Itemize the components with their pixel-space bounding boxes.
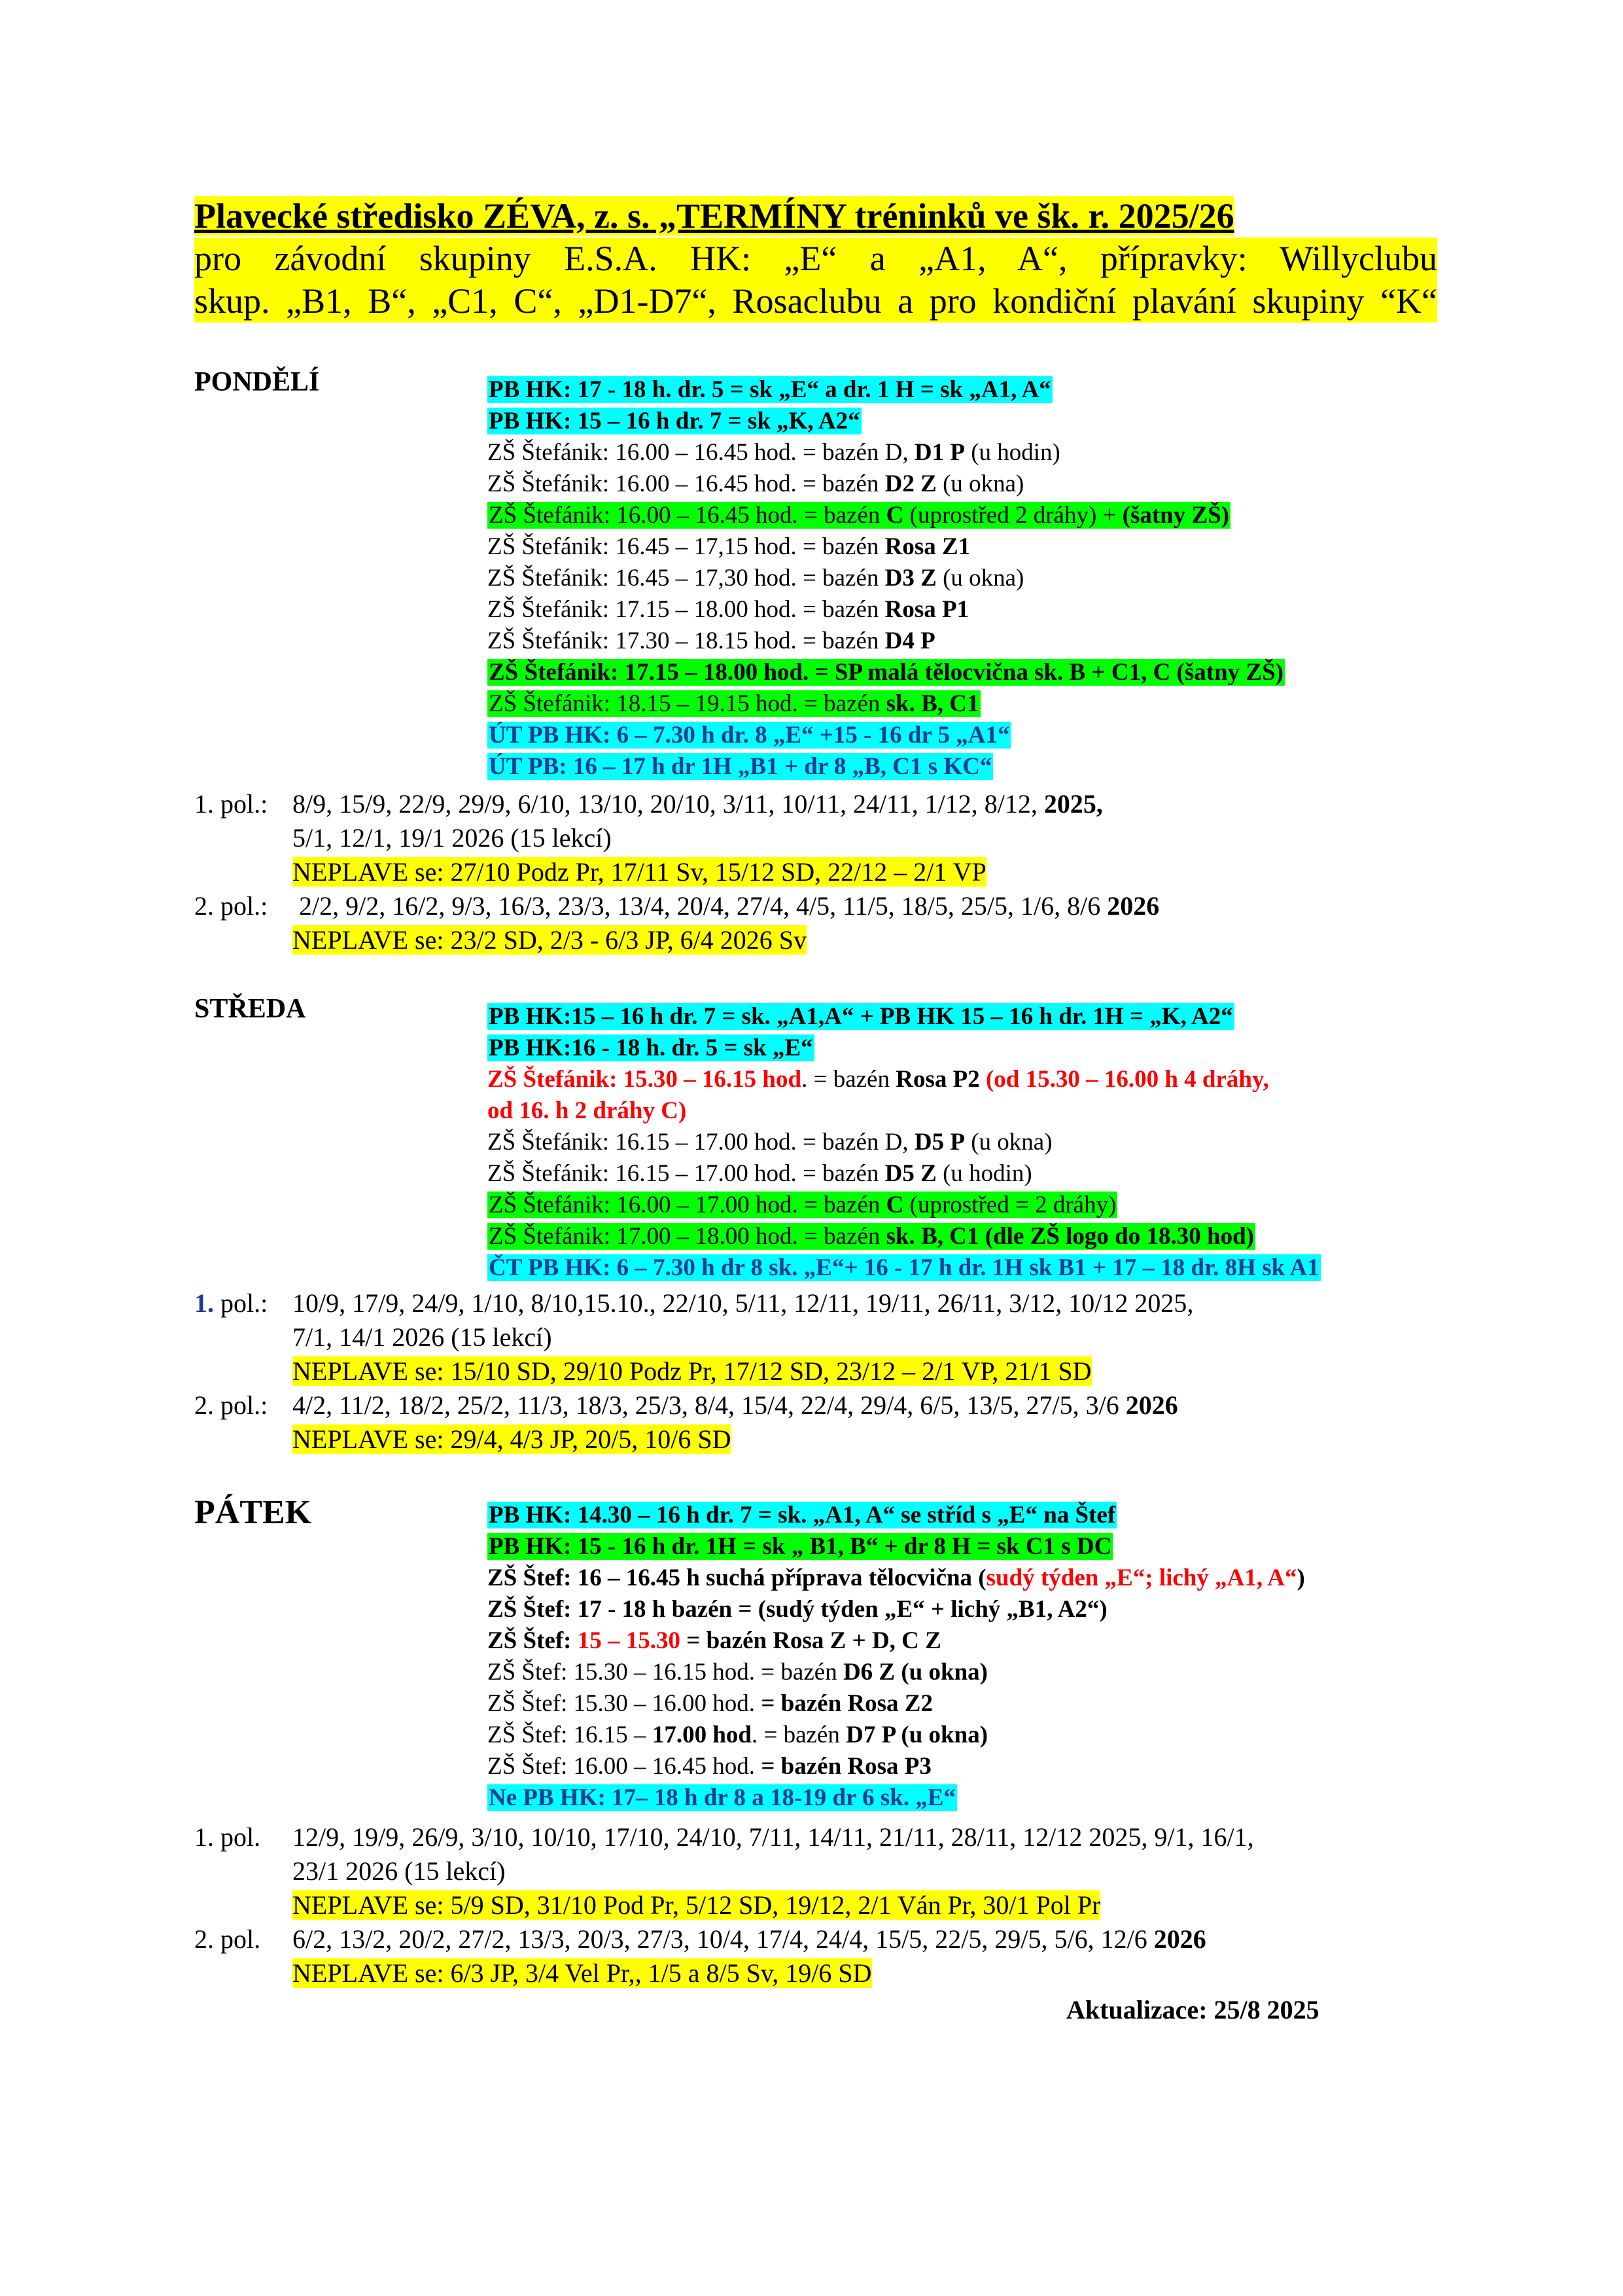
schedule-line: ZŠ Štefánik: 17.15 – 18.00 hod. = bazén Rosa P1 xyxy=(487,596,969,623)
dates-list: 2/2, 9/2, 16/2, 9/3, 16/3, 23/3, 13/4, 20/4, 27/4, 4/5, 11/5, 18/5, 25/5, 1/6, 8/6 xyxy=(292,891,1108,921)
schedule-line: ZŠ Štef: 15 – 15.30 = bazén Rosa Z + D, C Z xyxy=(487,1627,941,1654)
schedule-line: ZŠ Štefánik: 16.15 – 17.00 hod. = bazén D5 Z (u hodin) xyxy=(487,1160,1032,1187)
schedule-line: ZŠ Štefánik: 16.45 – 17,30 hod. = bazén D3 Z (u okna) xyxy=(487,565,1024,592)
schedule-line: ČT PB HK: 6 – 7.30 h dr 8 sk. „E“+ 16 - 17 h dr. 1H sk B1 + 17 – 18 dr. 8H sk A1 xyxy=(489,1254,1319,1281)
header-subtitle-line2: skup. „B1, B“, „C1, C“, „D1-D7“, Rosaclubu a pro kondiční plavání skupiny “K“ xyxy=(194,280,1437,323)
dates-list: 8/9, 15/9, 22/9, 29/9, 6/10, 13/10, 20/10, 3/11, 10/11, 24/11, 1/12, 8/12, xyxy=(292,789,1044,819)
dates-list: 7/1, 14/1 2026 (15 lekcí) xyxy=(292,1322,552,1352)
day-heading-wednesday: STŘEDA xyxy=(194,994,306,1024)
monday-dates: 1. pol.: 8/9, 15/9, 22/9, 29/9, 6/10, 13/10, 20/10, 3/11, 10/11, 24/11, 1/12, 8/12, 2025, 5/1, 12/1, 19/1 2026 (15 lekcí) NEPLAVE se: 27/10 Podz Pr, 17/11 Sv, 15/12 SD, 22/12 – 2/1 VP 2. pol.: 2/2, 9/2, 16/2, 9/3, 16/3, 23/3, 13/4, 20/4, 27/4, 4/5, 11/5, 18/5, 25/5, 1/6, 8/6 2026 NEPLAVE se: 23/2 SD, 2/3 - 6/3 JP, 6/4 2026 Sv xyxy=(194,787,1159,957)
semester-label: 2. pol.: xyxy=(194,891,268,921)
schedule-line: PB HK: 15 - 16 h dr. 1H = sk „ B1, B“ + dr 8 H = sk C1 s DC xyxy=(489,1533,1112,1560)
schedule-line: ÚT PB: 16 – 17 h dr 1H „B1 + dr 8 „B, C1 s KC“ xyxy=(489,753,992,780)
dates-list: 10/9, 17/9, 24/9, 1/10, 8/10,15.10., 22/10, 5/11, 12/11, 19/11, 26/11, 3/12, 10/12 2025, xyxy=(292,1288,1194,1318)
schedule-line: ZŠ Štefánik: 15.30 – 16.15 hod. = bazén Rosa P2 (od 15.30 – 16.00 h 4 dráhy, xyxy=(487,1066,1269,1093)
schedule-line: ZŠ Štef: 16 – 16.45 h suchá příprava tělocvična (sudý týden „E“; lichý „A1, A“) xyxy=(487,1564,1305,1591)
schedule-line: ZŠ Štefánik: 17.15 – 18.00 hod. = SP malá tělocvična sk. B + C1, C (šatny ZŠ) xyxy=(489,659,1283,686)
schedule-line: PB HK: 15 – 16 h dr. 7 = sk „K, A2“ xyxy=(489,408,860,434)
no-swim-dates: NEPLAVE se: 23/2 SD, 2/3 - 6/3 JP, 6/4 2026 Sv xyxy=(292,925,807,955)
monday-schedule xyxy=(487,374,1285,783)
schedule-line: ZŠ Štefánik: 16.15 – 17.00 hod. = bazén D, D5 P (u okna) xyxy=(487,1129,1053,1156)
semester-label: 1. pol.: xyxy=(194,789,268,819)
schedule-line: PB HK:15 – 16 h dr. 7 = sk. „A1,A“ + PB HK 15 – 16 h dr. 1H = „K, A2“ xyxy=(489,1003,1233,1030)
dates-list: 23/1 2026 (15 lekcí) xyxy=(292,1856,506,1886)
schedule-line: ZŠ Štefánik: 16.00 – 16.45 hod. = bazén D2 Z (u okna) xyxy=(487,470,1024,497)
semester-label: 2. pol. xyxy=(194,1924,261,1954)
document-title: Plavecké středisko ZÉVA, z. s. „TERMÍNY tréninků ve šk. r. 2025/26 xyxy=(194,196,1234,236)
schedule-line: ZŠ Štef: 15.30 – 16.00 hod. = bazén Rosa Z2 xyxy=(487,1690,933,1717)
schedule-line: ZŠ Štef: 17 - 18 h bazén = (sudý týden „E“ + lichý „B1, A2“) xyxy=(487,1596,1108,1623)
schedule-line: ZŠ Štefánik: 16.00 – 17.00 hod. = bazén C (uprostřed = 2 dráhy) xyxy=(489,1192,1117,1218)
schedule-line: PB HK:16 - 18 h. dr. 5 = sk „E“ xyxy=(489,1034,813,1061)
friday-schedule xyxy=(487,1500,1305,1814)
schedule-line: Ne PB HK: 17– 18 h dr 8 a 18-19 dr 6 sk. „E“ xyxy=(489,1784,956,1811)
semester-label: 2. pol.: xyxy=(194,1390,268,1420)
schedule-line: ZŠ Štef: 15.30 – 16.15 hod. = bazén D6 Z (u okna) xyxy=(487,1659,988,1686)
schedule-line: ZŠ Štef: 16.15 – 17.00 hod. = bazén D7 P (u okna) xyxy=(487,1722,988,1748)
update-date: Aktualizace: 25/8 2025 xyxy=(1066,1995,1319,2024)
schedule-line: ZŠ Štefánik: 18.15 – 19.15 hod. = bazén sk. B, C1 xyxy=(489,690,979,717)
schedule-line: ZŠ Štefánik: 16.00 – 16.45 hod. = bazén C (uprostřed 2 dráhy) + (šatny ZŠ) xyxy=(489,502,1230,529)
no-swim-dates: NEPLAVE se: 6/3 JP, 3/4 Vel Pr,, 1/5 a 8/5 Sv, 19/6 SD xyxy=(292,1958,872,1988)
no-swim-dates: NEPLAVE se: 29/4, 4/3 JP, 20/5, 10/6 SD xyxy=(292,1424,731,1454)
schedule-line: od 16. h 2 dráhy C) xyxy=(487,1097,687,1124)
semester-label: pol.: xyxy=(214,1288,268,1318)
schedule-line: ZŠ Štef: 16.00 – 16.45 hod. = bazén Rosa P3 xyxy=(487,1753,932,1780)
no-swim-dates: NEPLAVE se: 15/10 SD, 29/10 Podz Pr, 17/12 SD, 23/12 – 2/1 VP, 21/1 SD xyxy=(292,1356,1092,1386)
dates-list: 6/2, 13/2, 20/2, 27/2, 13/3, 20/3, 27/3, 10/4, 17/4, 24/4, 15/5, 22/5, 29/5, 5/6, 12/6 xyxy=(292,1924,1154,1954)
wednesday-schedule xyxy=(487,1001,1321,1284)
document-header xyxy=(194,195,1437,323)
no-swim-dates: NEPLAVE se: 27/10 Podz Pr, 17/11 Sv, 15/12 SD, 22/12 – 2/1 VP xyxy=(292,857,986,887)
schedule-line: ÚT PB HK: 6 – 7.30 h dr. 8 „E“ +15 - 16 dr 5 „A1“ xyxy=(489,722,1010,749)
schedule-line: ZŠ Štefánik: 17.30 – 18.15 hod. = bazén D4 P xyxy=(487,627,935,654)
header-subtitle-line1: pro závodní skupiny E.S.A. HK: „E“ a „A1, A“, přípravky: Willyclubu xyxy=(194,238,1437,280)
schedule-line: PB HK: 14.30 – 16 h dr. 7 = sk. „A1, A“ se stříd s „E“ na Štef xyxy=(489,1502,1116,1528)
friday-dates: 1. pol. 12/9, 19/9, 26/9, 3/10, 10/10, 17/10, 24/10, 7/11, 14/11, 21/11, 28/11, 12/12 2025, 9/1, 16/1, 23/1 2026 (15 lekcí) NEPLAVE se: 5/9 SD, 31/10 Pod Pr, 5/12 SD, 19/12, 2/1 Ván Pr, 30/1 Pol Pr 2. pol. 6/2, 13/2, 20/2, 27/2, 13/3, 20/3, 27/3, 10/4, 17/4, 24/4, 15/5, 22/5, 29/5, 5/6, 12/6 2026 NEPLAVE se: 6/3 JP, 3/4 Vel Pr,, 1/5 a 8/5 Sv, 19/6 SD xyxy=(194,1820,1254,1990)
schedule-line: PB HK: 17 - 18 h. dr. 5 = sk „E“ a dr. 1 H = sk „A1, A“ xyxy=(489,376,1051,403)
dates-list: 4/2, 11/2, 18/2, 25/2, 11/3, 18/3, 25/3, 8/4, 15/4, 22/4, 29/4, 6/5, 13/5, 27/5, 3/6 xyxy=(292,1390,1126,1420)
day-heading-monday: PONDĚLÍ xyxy=(194,367,320,397)
schedule-line: ZŠ Štefánik: 17.00 – 18.00 hod. = bazén sk. B, C1 (dle ZŠ logo do 18.30 hod) xyxy=(489,1223,1254,1250)
wednesday-dates: 1. pol.: 10/9, 17/9, 24/9, 1/10, 8/10,15.10., 22/10, 5/11, 12/11, 19/11, 26/11, 3/12, 10/12 2025, 7/1, 14/1 2026 (15 lekcí) NEPLAVE se: 15/10 SD, 29/10 Podz Pr, 17/12 SD, 23/12 – 2/1 VP, 21/1 SD 2. pol.: 4/2, 11/2, 18/2, 25/2, 11/3, 18/3, 25/3, 8/4, 15/4, 22/4, 29/4, 6/5, 13/5, 27/5, 3/6 2026 NEPLAVE se: 29/4, 4/3 JP, 20/5, 10/6 SD xyxy=(194,1288,1194,1454)
day-heading-friday: PÁTEK xyxy=(194,1494,312,1531)
dates-list: 5/1, 12/1, 19/1 2026 (15 lekcí) xyxy=(292,823,612,853)
semester-label: 1. pol. xyxy=(194,1822,261,1852)
dates-list: 12/9, 19/9, 26/9, 3/10, 10/10, 17/10, 24/10, 7/11, 14/11, 21/11, 28/11, 12/12 2025, 9/1, 16/1, xyxy=(292,1822,1254,1852)
no-swim-dates: NEPLAVE se: 5/9 SD, 31/10 Pod Pr, 5/12 SD, 19/12, 2/1 Ván Pr, 30/1 Pol Pr xyxy=(292,1890,1101,1920)
schedule-line: ZŠ Štefánik: 16.45 – 17,15 hod. = bazén Rosa Z1 xyxy=(487,533,971,560)
schedule-line: ZŠ Štefánik: 16.00 – 16.45 hod. = bazén D, D1 P (u hodin) xyxy=(487,439,1060,466)
